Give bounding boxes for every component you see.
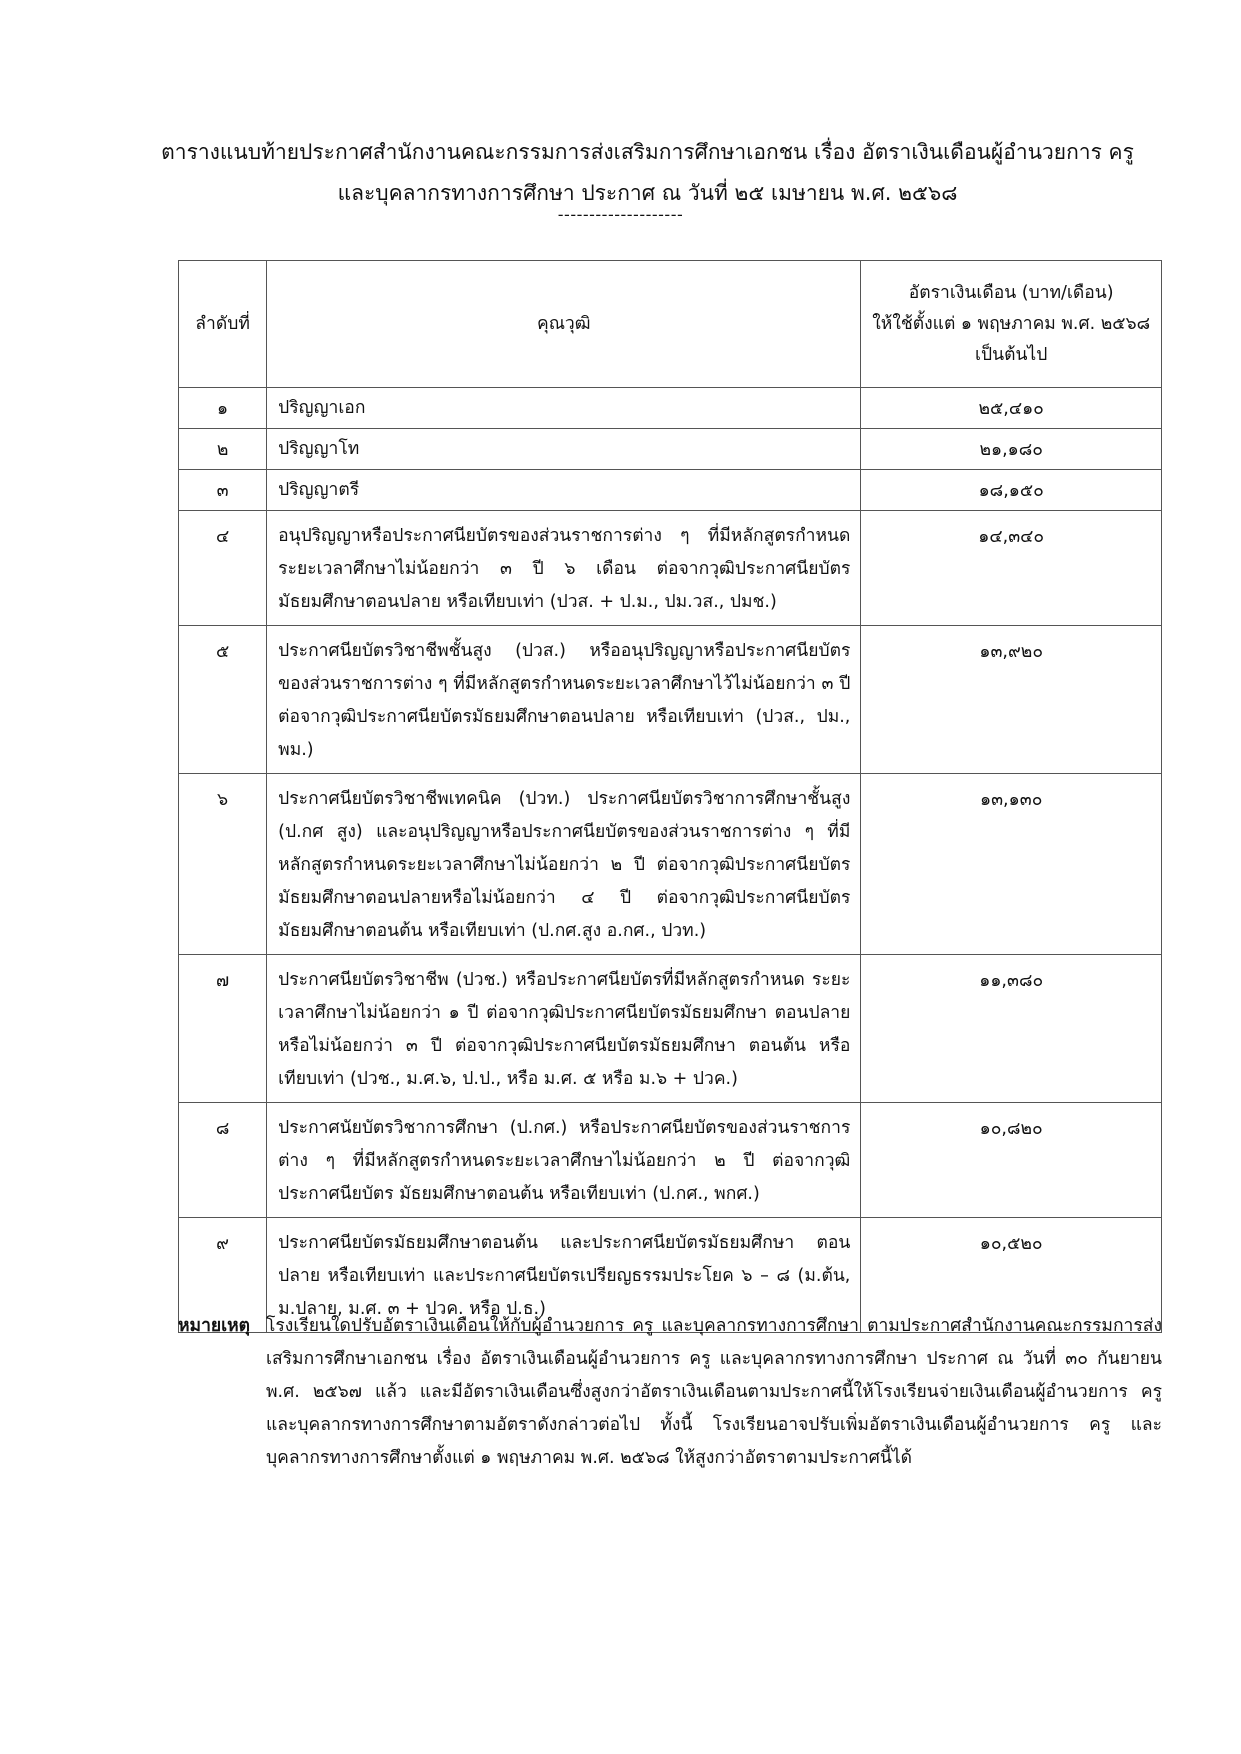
row-salary: ๑๐,๕๒๐ [861, 1218, 1162, 1333]
title-separator: -------------------- [557, 205, 684, 224]
header-no: ลำดับที่ [179, 261, 267, 388]
row-salary: ๒๑,๑๘๐ [861, 429, 1162, 470]
row-salary: ๑๐,๘๒๐ [861, 1103, 1162, 1218]
row-qualification: ปริญญาตรี [267, 470, 861, 511]
header-qualification: คุณวุฒิ [267, 261, 861, 388]
row-salary: ๒๕,๔๑๐ [861, 388, 1162, 429]
row-qualification: ปริญญาโท [267, 429, 861, 470]
table-row [179, 626, 1162, 774]
row-no: ๑ [179, 388, 267, 429]
row-qualification: ประกาศนัยบัตรวิชาการศึกษา (ป.กศ.) หรือประกาศนียบัตรของส่วนราชการต่าง ๆ ที่มีหลักสูตรกำหนดระยะเวลาศึกษาไม่น้อยกว่า ๒ ปี ต่อจากวุฒิประกาศนียบัตร มัธยมศึกษาตอนต้น หรือเทียบเท่า (ป.กศ., พกศ.) [267, 1103, 861, 1218]
row-qualification: อนุปริญญาหรือประกาศนียบัตรของส่วนราชการต่าง ๆ ที่มีหลักสูตรกำหนด ระยะเวลาศึกษาไม่น้อยกว่า ๓ ปี ๖ เดือน ต่อจากวุฒิประกาศนียบัตร มัธยมศึกษาตอนปลาย หรือเทียบเท่า (ปวส. + ป.ม., ปม.วส., ปมช.) [267, 511, 861, 626]
row-no: ๕ [179, 626, 267, 774]
row-no: ๓ [179, 470, 267, 511]
row-salary: ๑๘,๑๕๐ [861, 470, 1162, 511]
row-salary: ๑๑,๓๘๐ [861, 955, 1162, 1103]
row-salary: ๑๓,๑๓๐ [861, 774, 1162, 955]
row-no: ๙ [179, 1218, 267, 1333]
row-no: ๒ [179, 429, 267, 470]
row-qualification: ปริญญาเอก [267, 388, 861, 429]
row-qualification: ประกาศนียบัตรวิชาชีพเทคนิค (ปวท.) ประกาศนียบัตรวิชาการศึกษาชั้นสูง (ป.กศ สูง) และอนุปริญญาหรือประกาศนียบัตรของส่วนราชการต่าง ๆ ที่มีหลักสูตรกำหนดระยะเวลาศึกษาไม่น้อยกว่า ๒ ปี ต่อจากวุฒิประกาศนียบัตร มัธยมศึกษาตอนปลายหรือไม่น้อยกว่า ๔ ปี ต่อจากวุฒิประกาศนียบัตร มัธยมศึกษาตอนต้น หรือเทียบเท่า (ป.กศ.สูง อ.กศ., ปวท.) [267, 774, 861, 955]
row-no: ๘ [179, 1103, 267, 1218]
row-no: ๗ [179, 955, 267, 1103]
table-row [179, 774, 1162, 955]
table-row [179, 1103, 1162, 1218]
header-salary-line-2: ให้ใช้ตั้งแต่ ๑ พฤษภาคม พ.ศ. ๒๕๖๘ [872, 313, 1151, 334]
header-salary-line-3: เป็นต้นไป [975, 344, 1048, 365]
salary-table [178, 260, 1162, 1333]
table-row [179, 511, 1162, 626]
row-no: ๔ [179, 511, 267, 626]
table-row [179, 429, 1162, 470]
row-qualification: ประกาศนียบัตรวิชาชีพ (ปวช.) หรือประกาศนียบัตรที่มีหลักสูตรกำหนด ระยะเวลาศึกษาไม่น้อยกว่า ๑ ปี ต่อจากวุฒิประกาศนียบัตรมัธยมศึกษา ตอนปลาย หรือไม่น้อยกว่า ๓ ปี ต่อจากวุฒิประกาศนียบัตรมัธยมศึกษา ตอนต้น หรือเทียบเท่า (ปวช., ม.ศ.๖, ป.ป., หรือ ม.ศ. ๕ หรือ ม.๖ + ปวค.) [267, 955, 861, 1103]
title-line-1: ตารางแนบท้ายประกาศสำนักงานคณะกรรมการส่งเสริมการศึกษาเอกชน เรื่อง อัตราเงินเดือนผู้อำนวยการ ครู [161, 140, 1134, 164]
table-header-row [179, 261, 1162, 388]
row-qualification: ประกาศนียบัตรวิชาชีพชั้นสูง (ปวส.) หรืออนุปริญญาหรือประกาศนียบัตร ของส่วนราชการต่าง ๆ ที่มีหลักสูตรกำหนดระยะเวลาศึกษาไว้ไม่น้อยกว่า ๓ ปี ต่อจากวุฒิประกาศนียบัตรมัธยมศึกษาตอนปลาย หรือเทียบเท่า (ปวส., ปม., พม.) [267, 626, 861, 774]
title-line-2: และบุคลากรทางการศึกษา ประกาศ ณ วันที่ ๒๕ เมษายน พ.ศ. ๒๕๖๘ [337, 181, 958, 205]
table-row [179, 470, 1162, 511]
row-salary: ๑๔,๓๔๐ [861, 511, 1162, 626]
table-row [179, 388, 1162, 429]
table-row [179, 955, 1162, 1103]
footnote [178, 1310, 1162, 1475]
row-qualification: ประกาศนียบัตรมัธยมศึกษาตอนต้น และประกาศนียบัตรมัธยมศึกษา ตอนปลาย หรือเทียบเท่า และประกาศนียบัตรเปรียญธรรมประโยค ๖ – ๘ (ม.ต้น, ม.ปลาย, ม.ศ. ๓ + ปวค. หรือ ป.ธ.) [267, 1218, 861, 1333]
footnote-label: หมายเหตุ [178, 1316, 251, 1336]
header-salary [861, 261, 1162, 388]
header-salary-line-1: อัตราเงินเดือน (บาท/เดือน) [908, 282, 1114, 303]
document-title [120, 132, 1175, 214]
footnote-text: โรงเรียนใดปรับอัตราเงินเดือนให้กับผู้อำนวยการ ครู และบุคลากรทางการศึกษา ตามประกาศสำนักงานคณะกรรมการส่งเสริมการศึกษาเอกชน เรื่อง อัตราเงินเดือนผู้อำนวยการ ครู และบุคลากรทางการศึกษา ประกาศ ณ วันที่ ๓๐ กันยายน พ.ศ. ๒๕๖๗ แล้ว และมีอัตราเงินเดือนซึ่งสูงกว่าอัตราเงินเดือนตามประกาศนี้ให้โรงเรียนจ่ายเงินเดือนผู้อำนวยการ ครู และบุคลากรทางการศึกษาตามอัตราดังกล่าวต่อไป ทั้งนี้ โรงเรียนอาจปรับเพิ่มอัตราเงินเดือนผู้อำนวยการ ครู และบุคลากรทางการศึกษาตั้งแต่ ๑ พฤษภาคม พ.ศ. ๒๕๖๘ ให้สูงกว่าอัตราตามประกาศนี้ได้ [266, 1316, 1162, 1468]
row-no: ๖ [179, 774, 267, 955]
row-salary: ๑๓,๙๒๐ [861, 626, 1162, 774]
